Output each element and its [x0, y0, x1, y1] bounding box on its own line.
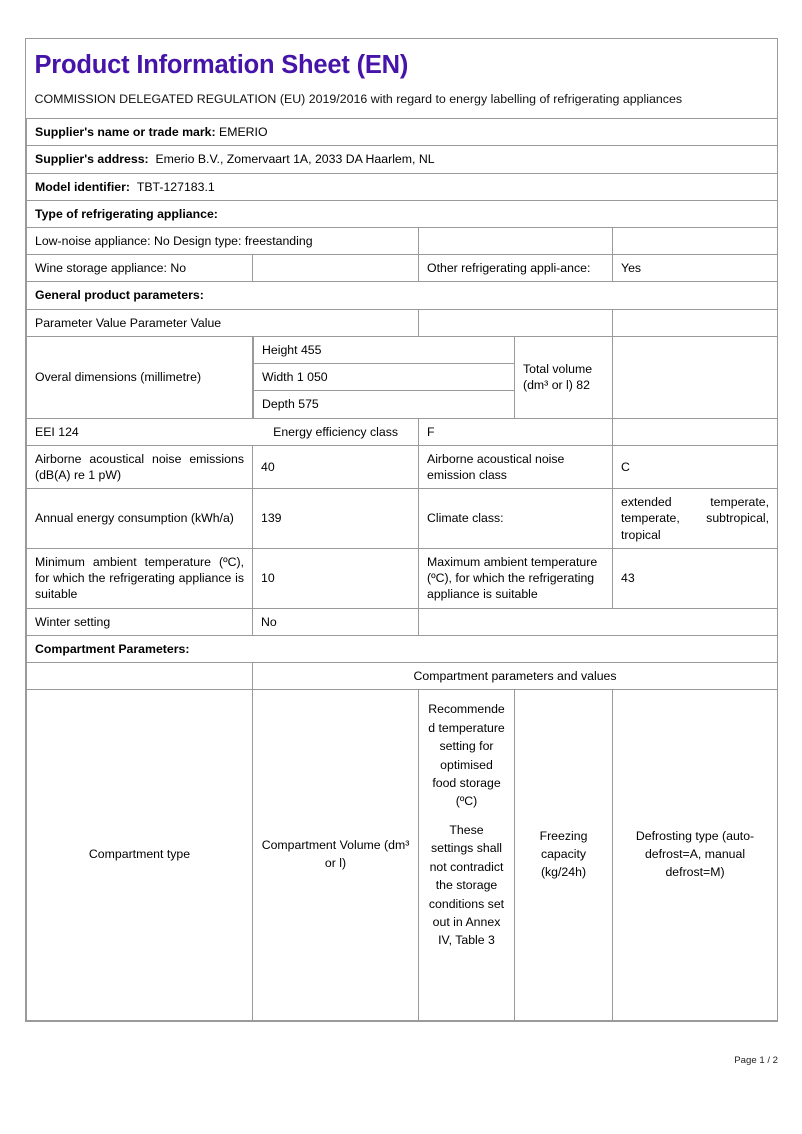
- wine-storage-label: Wine storage appliance: No: [27, 255, 253, 282]
- dimension-depth: [254, 391, 515, 418]
- compartment-temp-setting-part2: These settings shall not contradict the storage conditions set out in Annex IV, Table 3: [428, 822, 505, 948]
- parameter-header-row: [27, 309, 778, 336]
- dimension-height-value: 455: [300, 342, 322, 357]
- low-noise-empty-cell: [613, 228, 778, 255]
- dimension-row-depth: [254, 391, 515, 418]
- page-footer: Page 1 / 2: [734, 1055, 778, 1066]
- wine-storage-value-cell: [253, 255, 419, 282]
- supplier-name-cell: [27, 119, 778, 146]
- dimensions-subtable: [253, 337, 514, 418]
- energy-efficiency-class-value: F: [419, 418, 613, 445]
- low-noise-label: Low-noise appliance: No Design type: freestanding: [27, 228, 419, 255]
- dimension-width: [254, 364, 515, 391]
- parameter-header-empty: [613, 309, 778, 336]
- max-ambient-label: Maximum ambient temperature (ºC), for which the refrigerating appliance is suitable: [419, 548, 613, 608]
- noise-row: [27, 445, 778, 488]
- ambient-temperature-row: [27, 548, 778, 608]
- min-ambient-label: Minimum ambient temperature (ºC), for which the refrigerating appliance is suitable: [27, 548, 253, 608]
- appliance-type-section-row: [27, 200, 778, 227]
- dimensions-row: [27, 336, 778, 418]
- climate-class-label: Climate class:: [419, 489, 613, 549]
- general-section-label: General product parameters:: [27, 282, 778, 309]
- other-appliance-label: Other refrigerating appli-ance:: [419, 255, 613, 282]
- winter-setting-value: No: [253, 608, 419, 635]
- compartment-section-label: Compartment Parameters:: [27, 635, 778, 662]
- product-info-table: [26, 39, 778, 1021]
- dimension-row-width: [254, 364, 515, 391]
- model-identifier-cell: [27, 173, 778, 200]
- winter-setting-label: Winter setting: [27, 608, 253, 635]
- dimensions-subtable-cell: [253, 336, 515, 418]
- parameter-header-label: Parameter Value Parameter Value: [27, 309, 419, 336]
- annual-energy-value: 139: [253, 489, 419, 549]
- parameter-header-spacer: [419, 309, 613, 336]
- model-identifier-value: TBT-127183.1: [136, 179, 215, 194]
- dimension-row-height: [254, 337, 515, 364]
- noise-class-value: C: [613, 445, 778, 488]
- climate-class-value: extended temperate, temperate, subtropical, tropical: [613, 489, 778, 549]
- compartment-section-row: [27, 635, 778, 662]
- general-section-row: [27, 282, 778, 309]
- appliance-type-section-label: Type of refrigerating appliance:: [27, 200, 778, 227]
- max-ambient-value: 43: [613, 548, 778, 608]
- title-cell: [27, 39, 778, 119]
- compartment-type-header: Compartment type: [27, 690, 253, 1021]
- page-title: Product Information Sheet (EN): [34, 51, 409, 79]
- model-identifier-label: Model identifier:: [35, 179, 130, 194]
- wine-storage-row: [27, 255, 778, 282]
- compartment-defrosting-type-header: Defrosting type (auto-defrost=A, manual defrost=M): [613, 690, 778, 1021]
- supplier-address-value: Emerio B.V., Zomervaart 1A, 2033 DA Haarlem, NL: [155, 152, 435, 167]
- compartment-group-header-row: [27, 662, 778, 689]
- noise-label: Airborne acoustical noise emissions (dB(A) re 1 pW): [27, 445, 253, 488]
- compartment-temp-setting-header: [419, 690, 515, 1021]
- supplier-address-cell: [27, 146, 778, 173]
- supplier-name-label: Supplier's name or trade mark:: [35, 125, 216, 140]
- dimension-depth-name: Depth: [262, 397, 295, 412]
- winter-setting-row: [27, 608, 778, 635]
- dimensions-label: Overal dimensions (millimetre): [27, 336, 253, 418]
- product-information-sheet: [25, 38, 778, 1022]
- eei-value: EEI 124: [35, 424, 79, 439]
- min-ambient-value: 10: [253, 548, 419, 608]
- low-noise-spacer-cell: [419, 228, 613, 255]
- compartment-group-header: Compartment parameters and values: [253, 662, 778, 689]
- energy-efficiency-class-label: Energy efficiency class: [273, 424, 398, 439]
- title-row: [27, 39, 778, 119]
- eei-empty-cell: [613, 418, 778, 445]
- compartment-temp-setting-part1: Recommended temperature setting for optimised food storage (ºC): [428, 702, 505, 809]
- annual-energy-row: [27, 489, 778, 549]
- dimension-height: [254, 337, 515, 364]
- dimension-height-name: Height: [262, 342, 298, 357]
- model-identifier-row: [27, 173, 778, 200]
- document-subtitle: COMMISSION DELEGATED REGULATION (EU) 2019/2016 with regard to energy labelling of refrigerating appliances: [34, 92, 683, 107]
- compartment-columns-row: [27, 690, 778, 1021]
- noise-value: 40: [253, 445, 419, 488]
- supplier-address-label: Supplier's address:: [35, 152, 149, 167]
- compartment-freezing-capacity-header: Freezing capacity (kg/24h): [515, 690, 613, 1021]
- winter-setting-empty: [419, 608, 778, 635]
- low-noise-row: [27, 228, 778, 255]
- total-volume-empty: [613, 336, 778, 418]
- eei-cell: [27, 418, 419, 445]
- noise-class-label: Airborne acoustical noise emission class: [419, 445, 613, 488]
- dimension-width-name: Width: [262, 370, 294, 385]
- eei-row: [27, 418, 778, 445]
- total-volume-label: Total volume (dm³ or l) 82: [515, 336, 613, 418]
- dimension-width-value: 1 050: [296, 370, 328, 385]
- annual-energy-label: Annual energy consumption (kWh/a): [27, 489, 253, 549]
- supplier-name-value: EMERIO: [219, 125, 268, 140]
- compartment-volume-header: Compartment Volume (dm³ or l): [253, 690, 419, 1021]
- other-appliance-value: Yes: [613, 255, 778, 282]
- dimension-depth-value: 575: [298, 397, 319, 412]
- compartment-group-header-blank: [27, 662, 253, 689]
- supplier-address-row: [27, 146, 778, 173]
- supplier-name-row: [27, 119, 778, 146]
